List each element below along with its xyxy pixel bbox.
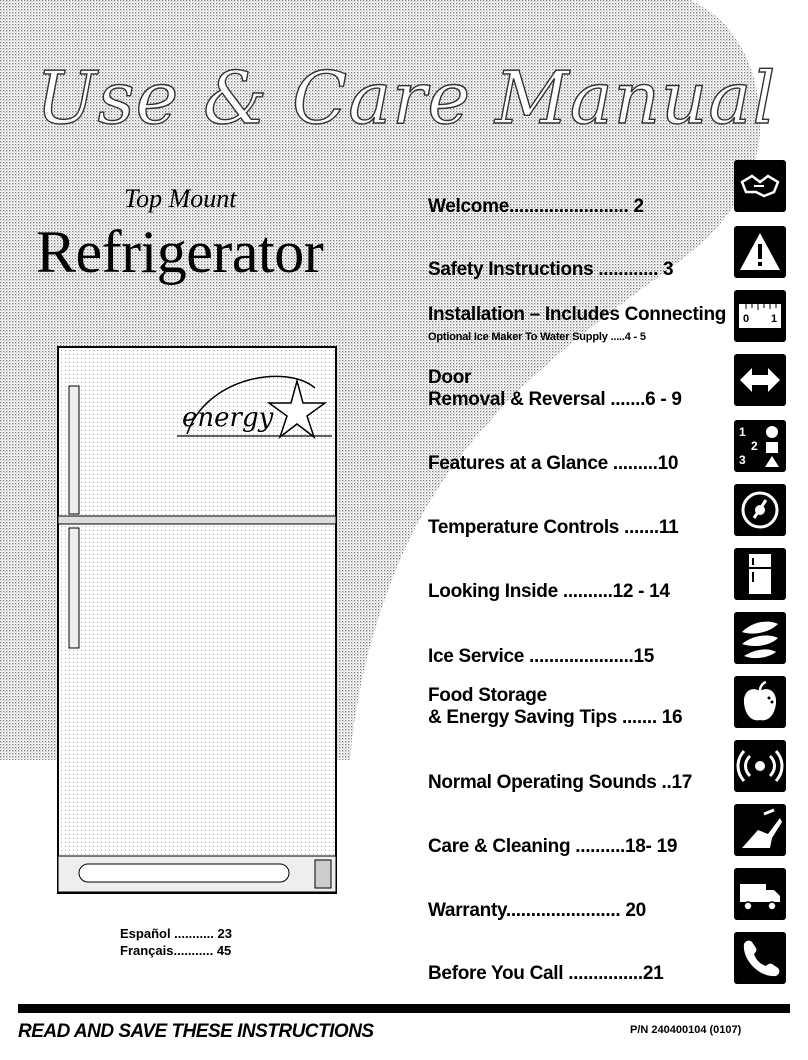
- toc-label: Temperature Controls .......11: [428, 517, 679, 538]
- fridge-icon: [734, 548, 786, 600]
- toc-door-removal[interactable]: [428, 367, 728, 411]
- svg-text:3: 3: [739, 453, 746, 467]
- toc-label: Safety Instructions ............ 3: [428, 259, 674, 280]
- toc-installation[interactable]: [428, 304, 728, 348]
- toc-label: Care & Cleaning ..........18- 19: [428, 836, 678, 857]
- toc-temperature-controls[interactable]: [428, 517, 728, 539]
- refrigerator-illustration: [57, 346, 337, 894]
- svg-text:0: 0: [743, 313, 750, 325]
- toc-food-storage[interactable]: [428, 685, 728, 729]
- toc-label-sub: Removal & Reversal .......6 - 9: [428, 389, 682, 410]
- toc-operating-sounds[interactable]: [428, 772, 728, 794]
- toc-label: Food Storage: [428, 685, 547, 706]
- ruler-icon: [734, 290, 786, 342]
- toc-welcome[interactable]: [428, 196, 728, 218]
- language-index: [120, 925, 232, 959]
- handshake-icon: [734, 160, 786, 212]
- svg-text:1: 1: [771, 313, 778, 325]
- svg-text:2: 2: [751, 439, 758, 453]
- cleaning-hand-icon: [734, 804, 786, 856]
- truck-icon: [734, 868, 786, 920]
- toc-label: Features at a Glance .........10: [428, 453, 679, 474]
- toc-label-sub: & Energy Saving Tips ....... 16: [428, 707, 683, 728]
- product-name: Refrigerator: [36, 219, 324, 285]
- dial-icon: [734, 484, 786, 536]
- language-entry-french[interactable]: Français........... 45: [120, 943, 232, 958]
- product-subtitle: Top Mount: [124, 184, 237, 213]
- numbered-shapes-icon: [734, 420, 786, 472]
- leaves-icon: [734, 612, 786, 664]
- double-arrow-icon: [734, 354, 786, 406]
- manual-title: Use & Care Manual: [36, 56, 777, 140]
- toc-label: Ice Service .....................15: [428, 646, 655, 667]
- part-number: P/N 240400104 (0107): [630, 1024, 742, 1036]
- sound-waves-icon: [734, 740, 786, 792]
- toc-label: Warranty....................... 20: [428, 900, 646, 921]
- toc-label: Before You Call ...............21: [428, 963, 664, 984]
- read-save-instructions: READ AND SAVE THESE INSTRUCTIONS: [18, 1021, 374, 1042]
- svg-text:1: 1: [739, 425, 746, 439]
- toc-care-cleaning[interactable]: [428, 836, 728, 858]
- phone-icon: [734, 932, 786, 984]
- toc-label: Door: [428, 367, 472, 388]
- toc-label: Normal Operating Sounds ..17: [428, 772, 692, 793]
- language-entry-spanish[interactable]: Español ........... 23: [120, 926, 232, 941]
- toc-warranty[interactable]: [428, 900, 728, 922]
- toc-features[interactable]: [428, 453, 728, 475]
- toc-looking-inside[interactable]: [428, 581, 728, 603]
- toc-label-sub: Optional Ice Maker To Water Supply .....4 - 5: [428, 331, 646, 343]
- warning-icon: [734, 226, 786, 278]
- footer-divider: [18, 1004, 790, 1013]
- toc-safety-instructions[interactable]: [428, 259, 728, 281]
- energy-logo-text: energy: [182, 403, 274, 433]
- apple-icon: [734, 676, 786, 728]
- toc-label: Looking Inside ..........12 - 14: [428, 581, 670, 602]
- toc-label: Installation – Includes Connecting: [428, 304, 727, 325]
- toc-ice-service[interactable]: [428, 646, 728, 668]
- toc-before-you-call[interactable]: [428, 963, 728, 985]
- toc-label: Welcome........................ 2: [428, 196, 644, 217]
